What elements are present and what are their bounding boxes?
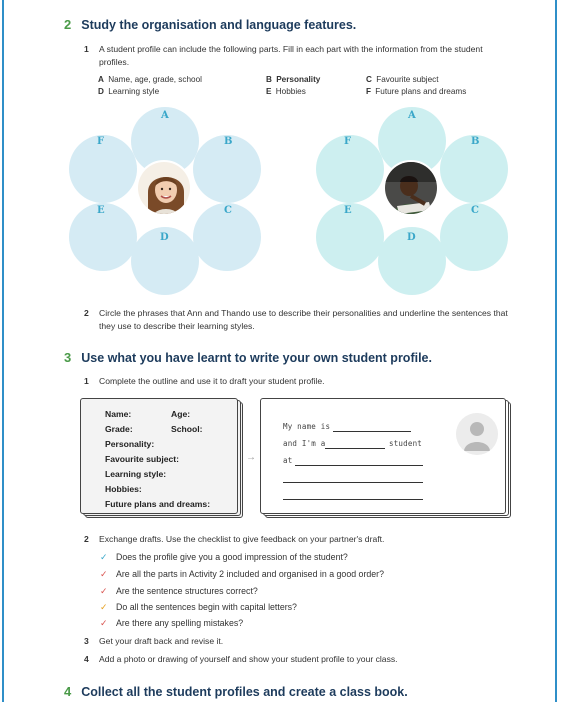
petal-letter-e: E [344, 205, 352, 216]
checklist-text: Are there any spelling mistakes? [116, 618, 244, 628]
outline-favourite-subject: Favourite subject: [105, 454, 180, 464]
instruction-text: Circle the phrases that Ann and Thando use to describe their personalities and underline the sentences that they use to describe their learning styles. [99, 308, 508, 331]
petal-letter-d: D [407, 232, 416, 243]
checklist-text: Are the sentence structures correct? [116, 586, 258, 596]
checklist-item [100, 551, 348, 563]
section-4-heading [64, 684, 408, 699]
part-b: B Personality [266, 75, 321, 84]
parts-row [98, 86, 466, 98]
petal-letter-a: A [408, 110, 416, 121]
profile-flower-thando [308, 103, 518, 293]
part-d: D Learning style [98, 87, 160, 96]
checklist-item [100, 601, 297, 613]
blank-line [325, 448, 385, 449]
arrow-icon: → [246, 452, 256, 463]
instruction-3-4 [84, 653, 509, 666]
instruction-number: 2 [84, 308, 89, 318]
instruction-3-3 [84, 635, 509, 648]
draft-line-2a: and I'm a [283, 439, 326, 448]
section-3-heading [64, 350, 432, 365]
instruction-text: Exchange drafts. Use the checklist to give feedback on your partner's draft. [99, 534, 385, 544]
checklist-text: Do all the sentences begin with capital letters? [116, 602, 297, 612]
avatar-placeholder-icon [456, 413, 498, 455]
checklist-text: Are all the parts in Activity 2 included and organised in a good order? [116, 569, 384, 579]
section-2-heading [64, 17, 356, 32]
instruction-2-2 [84, 307, 509, 332]
parts-row [98, 74, 466, 86]
petal-letter-f: F [97, 136, 105, 147]
checklist-item [100, 568, 384, 580]
instruction-text: Get your draft back and revise it. [99, 636, 224, 646]
petal-letter-f: F [344, 136, 352, 147]
blank-line [283, 499, 423, 500]
section-number: 3 [64, 350, 72, 365]
checklist-item [100, 585, 258, 597]
checklist-text: Does the profile give you a good impression of the student? [116, 552, 348, 562]
check-icon: ✓ [100, 618, 108, 628]
instruction-text: Add a photo or drawing of yourself and show your student profile to your class. [99, 654, 398, 664]
outline-learning-style: Learning style: [105, 469, 167, 479]
draft-line-3: at [283, 456, 293, 465]
petal-letter-b: B [224, 136, 233, 147]
instruction-number: 3 [84, 636, 89, 646]
section-title: Study the organisation and language features. [81, 18, 357, 32]
petal-letter-c: C [224, 205, 232, 216]
instruction-number: 4 [84, 654, 89, 664]
checklist-item [100, 617, 243, 629]
outline-school: School: [171, 424, 203, 434]
instruction-3-1 [84, 375, 509, 388]
draft-card-stack [260, 398, 510, 516]
petal-letter-c: C [471, 205, 479, 216]
instruction-2-1 [84, 43, 509, 68]
check-icon: ✓ [100, 569, 108, 579]
left-page-rule [2, 0, 4, 702]
outline-card [80, 398, 238, 514]
outline-age: Age: [171, 409, 191, 419]
part-c: C Favourite subject [366, 75, 439, 84]
part-f: F Future plans and dreams [366, 87, 467, 96]
instruction-text: A student profile can include the following parts. Fill in each part with the information from the student profiles. [99, 44, 483, 67]
section-title: Collect all the student profiles and create a class book. [81, 685, 408, 699]
outline-hobbies: Hobbies: [105, 484, 142, 494]
draft-line-1: My name is [283, 422, 331, 431]
instruction-number: 1 [84, 376, 89, 386]
draft-line-2b: student [389, 439, 423, 448]
student-photo-ann [136, 160, 192, 216]
petal-letter-d: D [160, 232, 169, 243]
part-e: E Hobbies [266, 87, 306, 96]
check-icon: ✓ [100, 602, 108, 612]
section-number: 4 [64, 684, 72, 699]
instruction-number: 2 [84, 534, 89, 544]
outline-grade: Grade: [105, 424, 133, 434]
petal-letter-a: A [161, 110, 169, 121]
profile-parts-list [98, 74, 466, 98]
right-page-rule [555, 0, 557, 702]
check-icon: ✓ [100, 586, 108, 596]
blank-line [283, 482, 423, 483]
outline-card-stack [80, 398, 243, 516]
section-number: 2 [64, 17, 72, 32]
blank-line [333, 431, 411, 432]
profile-flower-ann [61, 103, 271, 293]
outline-personality: Personality: [105, 439, 155, 449]
check-icon: ✓ [100, 552, 108, 562]
blank-line [295, 465, 423, 466]
student-photo-thando [383, 160, 439, 216]
section-title: Use what you have learnt to write your own student profile. [81, 351, 432, 365]
outline-name: Name: [105, 409, 132, 419]
instruction-3-2 [84, 533, 509, 546]
petal-letter-b: B [471, 136, 480, 147]
draft-profile-card [260, 398, 506, 514]
instruction-text: Complete the outline and use it to draft your student profile. [99, 376, 325, 386]
part-a: A Name, age, grade, school [98, 75, 202, 84]
instruction-number: 1 [84, 44, 89, 54]
petal-letter-e: E [97, 205, 105, 216]
outline-future-plans: Future plans and dreams: [105, 499, 211, 509]
